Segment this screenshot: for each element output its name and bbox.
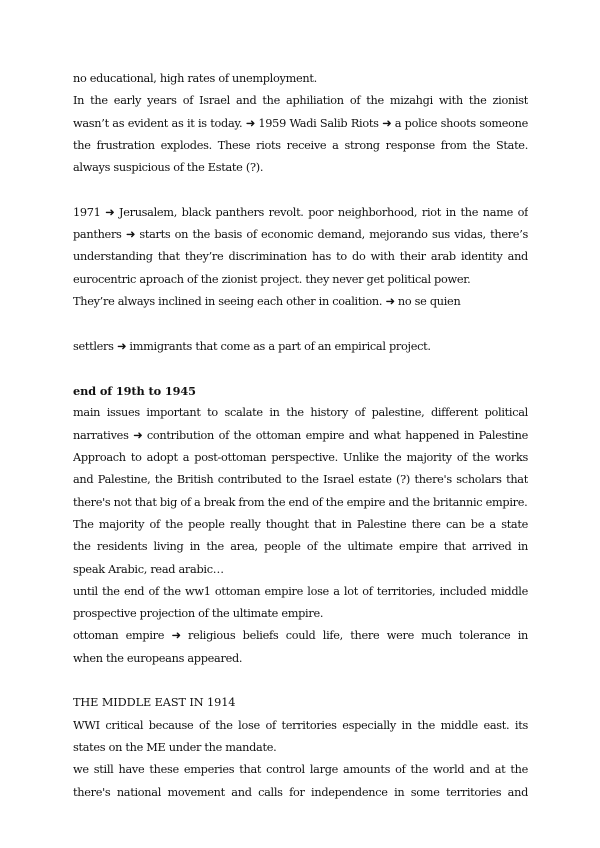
text-line: Approach to adopt a post-ottoman perspective. Unlike the majority of the works [73, 451, 528, 465]
text-line: when the europeans appeared. [73, 651, 243, 665]
text-line: there's national movement and calls for independence in some territories and [73, 785, 528, 799]
paragraph-gap [73, 179, 528, 201]
text-line: They’re always inclined in seeing each other in coalition. ➜ no se quien [73, 294, 461, 308]
paragraph-gap [73, 670, 528, 692]
text-line: In the early years of Israel and the aphiliation of the mizahgi with the zionist [73, 94, 528, 108]
text-line: panthers ➜ starts on the basis of economic demand, mejorando sus vidas, there’s [73, 228, 528, 242]
text-line: states on the ME under the mandate. [73, 740, 277, 754]
text-line: The majority of the people really thought that in Palestine there can be a state [73, 517, 528, 531]
text-line: and Palestine, the British contributed to the Israel estate (?) there's scholars that [73, 473, 528, 487]
text-line: the frustration explodes. These riots receive a strong response from the State. [73, 138, 528, 152]
text-line: the residents living in the area, people of the ultimate empire that arrived in [73, 540, 528, 554]
text-line: main issues important to scalate in the history of palestine, different political [73, 406, 528, 420]
text-line: WWI critical because of the lose of territories especially in the middle east. its [73, 718, 528, 732]
text-line: always suspicious of the Estate (?). [73, 161, 264, 175]
text-line: no educational, high rates of unemployment. [73, 72, 317, 85]
text-line: prospective projection of the ultimate empire. [73, 607, 324, 621]
text-line: speak Arabic, read arabic… [73, 562, 224, 576]
text-line: we still have these emperies that control large amounts of the world and at the [73, 763, 528, 777]
text-line: 1971 ➜ Jerusalem, black panthers revolt. poor neighborhood, riot in the name of [73, 205, 528, 219]
text-line: wasn’t as evident as it is today. ➜ 1959 Wadi Salib Riots ➜ a police shoots someone [73, 116, 528, 130]
text-line: until the end of the ww1 ottoman empire lose a lot of territories, included middle [73, 584, 528, 598]
paragraph-gap [73, 313, 528, 335]
section-heading: THE MIDDLE EAST IN 1914 [73, 696, 236, 710]
text-line: eurocentric aproach of the zionist project. they never get political power. [73, 272, 471, 286]
text-line: there's not that big of a break from the end of the empire and the britannic empire. [73, 495, 528, 509]
text-line: narratives ➜ contribution of the ottoman empire and what happened in Palestine [73, 428, 528, 442]
text-line: understanding that they’re discrimination has to do with their arab identity and [73, 250, 528, 264]
text-line: ottoman empire ➜ religious beliefs could life, there were much tolerance in [73, 629, 528, 643]
paragraph-gap [73, 358, 528, 380]
text-line: settlers ➜ immigrants that come as a part of an empirical project. [73, 339, 431, 353]
section-heading: end of 19th to 1945 [73, 384, 196, 399]
